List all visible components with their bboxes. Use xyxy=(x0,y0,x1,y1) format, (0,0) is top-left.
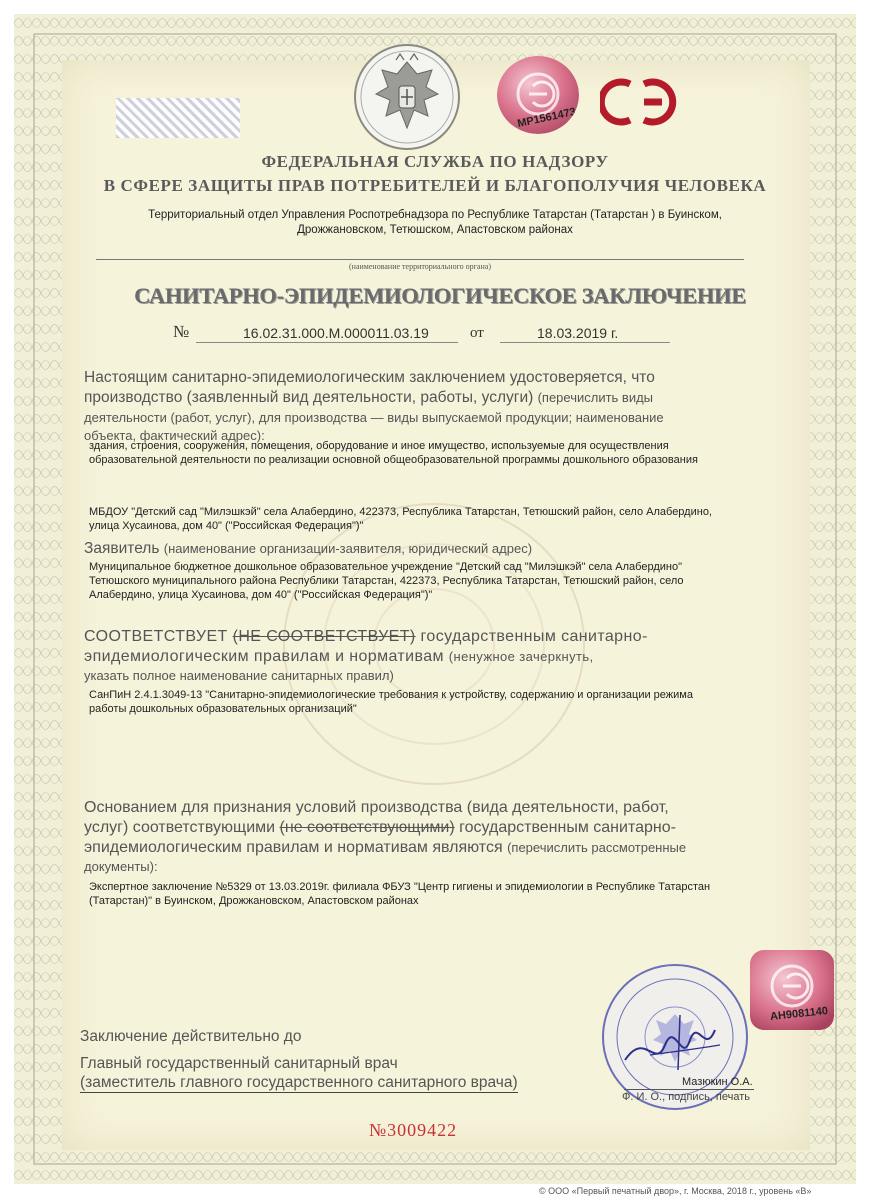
conformity-line3: указать полное наименование санитарных правил) xyxy=(84,668,394,683)
number-label: № xyxy=(173,322,190,341)
signer-name: Мазюкин О.А. xyxy=(682,1076,753,1088)
hologram-bottom-code: АН9081140 xyxy=(769,1004,829,1024)
chief-line2: (заместитель главного государственного санитарного врача) xyxy=(80,1074,518,1091)
signer-rule xyxy=(624,1089,754,1090)
number-rule xyxy=(196,342,458,343)
territorial-caption: (наименование территориального органа) xyxy=(349,262,491,271)
address-line2: улица Хусаинова, дом 40" ("Российская Федерация")" xyxy=(89,520,364,532)
basis-line1: Основанием для признания условий производства (вида деятельности, работ, xyxy=(84,799,669,816)
valid-until: Заключение действительно до xyxy=(80,1028,302,1045)
applicant-heading xyxy=(84,539,532,558)
chief-line1: Главный государственный санитарный врач xyxy=(80,1055,398,1072)
conformity-line2 xyxy=(84,647,594,666)
not-conforms-word: (НЕ СООТВЕТСТВУЕТ) xyxy=(232,628,416,645)
document-title: САНИТАРНО-ЭПИДЕМИОЛОГИЧЕСКОЕ ЗАКЛЮЧЕНИЕ xyxy=(134,283,746,308)
rules-line1: СанПиН 2.4.1.3049-13 "Санитарно-эпидемиологические требования к устройству, содержанию и организации режима xyxy=(89,689,693,701)
basis-doc-line2: (Татарстан)" в Буинском, Дрожжановском, Апастовском районах xyxy=(89,895,419,907)
applicant-hint: (наименование организации-заявителя, юридический адрес) xyxy=(163,541,533,556)
agency-line1: ФЕДЕРАЛЬНАЯ СЛУЖБА ПО НАДЗОРУ xyxy=(261,152,609,171)
intro-line2 xyxy=(84,388,653,407)
territorial-line1: Территориальный отдел Управления Роспотребнадзора по Республике Татарстан (Татарстан ) в Буинском, xyxy=(148,209,722,221)
basis-line2-b: государственным санитарно- xyxy=(459,819,676,836)
intro-line1: Настоящим санитарно-эпидемиологическим заключением удостоверяется, что xyxy=(84,369,655,386)
conformity-line1-rest: государственным санитарно- xyxy=(420,628,648,645)
territorial-line2: Дрожжановском, Тетюшском, Апастовском районах xyxy=(297,224,573,236)
agency-line2: В СФЕРЕ ЗАЩИТЫ ПРАВ ПОТРЕБИТЕЛЕЙ И БЛАГОПОЛУЧИЯ ЧЕЛОВЕКА xyxy=(103,176,767,195)
security-pattern xyxy=(116,98,240,138)
basis-doc-line1: Экспертное заключение №5329 от 13.03.2019г. филиала ФБУЗ "Центр гигиены и эпидемиологии в Республике Татарстан xyxy=(89,881,711,893)
intro-line3: деятельности (работ, услуг), для производства — виды выпускаемой продукции; наименование xyxy=(84,410,664,425)
address-line1: МБДОУ "Детский сад "Милэшкэй" села Алабердино, 422373, Республика Татарстан, Тетюшский район, село Алабердино, xyxy=(89,506,712,518)
basis-line2-a: услуг) соответствующими xyxy=(84,819,276,836)
signature xyxy=(620,1010,730,1080)
date-label: от xyxy=(470,325,484,341)
basis-line3-hint: (перечислить рассмотренные xyxy=(507,840,687,855)
territorial-rule xyxy=(96,259,744,260)
applicant-line2: Тетюшского муниципального района Республики Татарстан, 422373, Республика Татарстан, Тетюшский район, село xyxy=(89,575,684,587)
basis-line2-strike: (не соответствующими) xyxy=(279,819,455,836)
intro-line2-hint: (перечислить виды xyxy=(537,390,654,405)
hologram-top-code: МР1561473 xyxy=(516,105,577,131)
intro-line2-main: производство (заявленный вид деятельности, работы, услуги) xyxy=(84,389,534,406)
hologram-top xyxy=(497,56,579,134)
form-number: №3009422 xyxy=(369,1120,458,1140)
printer-imprint: © ООО «Первый печатный двор», г. Москва, 2018 г., уровень «В» xyxy=(539,1186,812,1196)
intro-line4: объекта, фактический адрес): xyxy=(84,428,265,443)
conformity-line1 xyxy=(84,627,648,646)
applicant-line1: Муниципальное бюджетное дошкольное образовательное учреждение "Детский сад "Милэшкэй" села Алабердино" xyxy=(89,561,682,573)
applicant-label: Заявитель xyxy=(84,540,160,557)
signer-caption: Ф. И. О., подпись, печать xyxy=(622,1091,750,1103)
basis-line2 xyxy=(84,818,676,837)
objects-line2: образовательной деятельности по реализации основной общеобразовательной программы дошкольного образования xyxy=(89,454,698,466)
basis-line3 xyxy=(84,838,686,857)
rules-line2: работы дошкольных образовательных организаций" xyxy=(89,703,357,715)
objects-line1: здания, строения, сооружения, помещения, оборудование и иное имущество, используемые для осуществления xyxy=(89,440,669,452)
se-logo xyxy=(600,76,682,128)
basis-line3-main: эпидемиологическим правилам и нормативам являются xyxy=(84,839,503,856)
eagle-emblem xyxy=(352,42,462,152)
applicant-line3: Алабердино, улица Хусаинова, дом 40" ("Российская Федерация")" xyxy=(89,589,433,601)
conformity-line2-hint: (ненужное зачеркнуть, xyxy=(448,649,594,664)
hologram-bottom xyxy=(750,950,834,1030)
document-number: 16.02.31.000.М.000011.03.19 xyxy=(243,325,429,341)
document-date: 18.03.2019 г. xyxy=(537,325,619,341)
basis-line4: документы): xyxy=(84,859,158,874)
date-rule xyxy=(500,342,670,343)
conforms-word: СООТВЕТСТВУЕТ xyxy=(84,628,228,645)
conformity-line2-main: эпидемиологическим правилам и нормативам xyxy=(84,648,444,665)
